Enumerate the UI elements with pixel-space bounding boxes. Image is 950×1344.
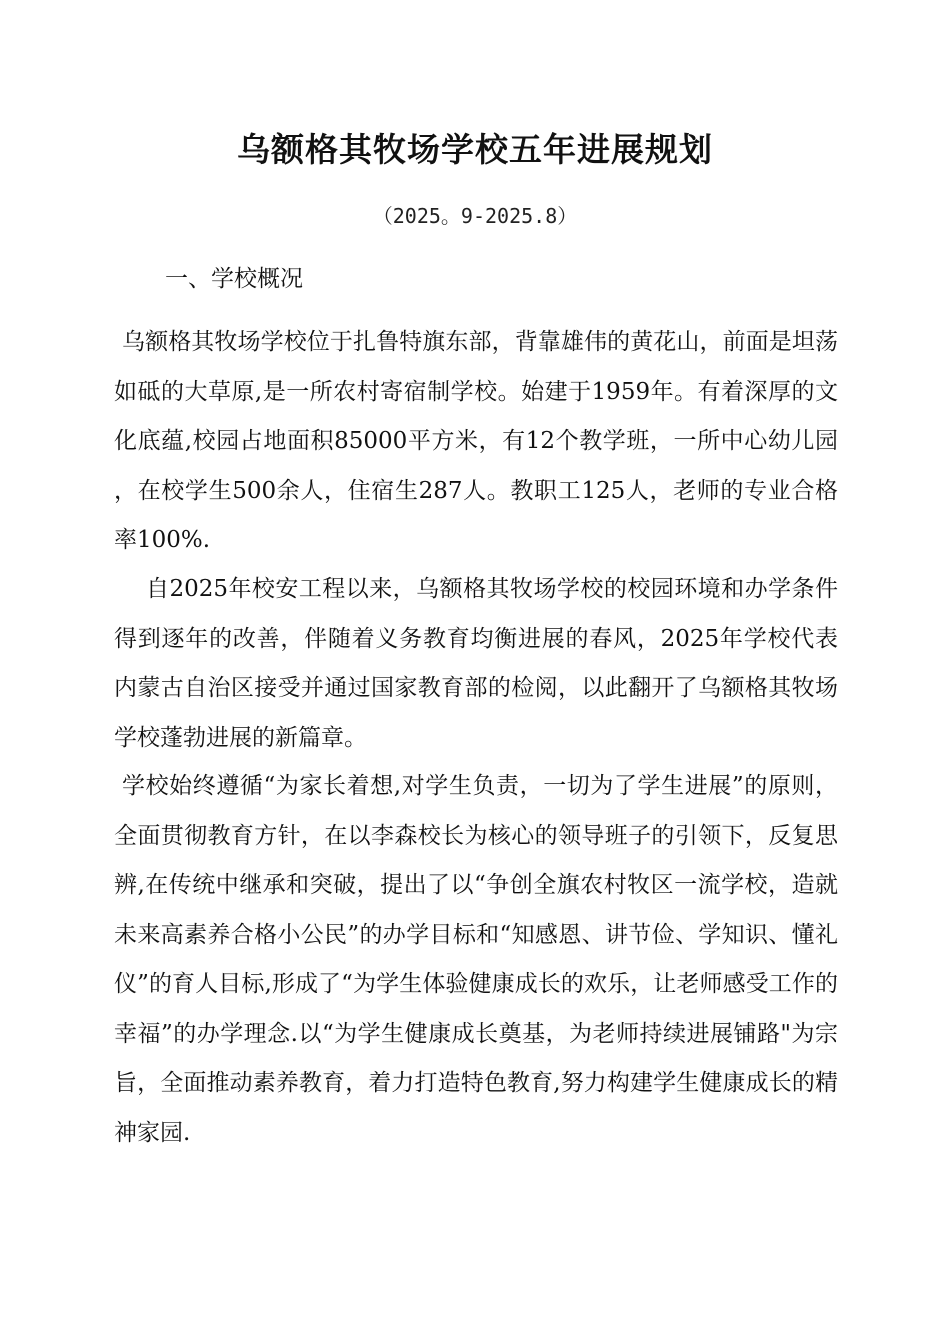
document-title: 乌额格其牧场学校五年进展规划 (237, 130, 713, 169)
paragraph-school-philosophy: 学校始终遵循“为家长着想,对学生负责，一切为了学生进展”的原则，全面贯彻教育方针，在以李森校长为核心的领导班子的引领下，反复思辨,在传统中继承和突破，提出了以“争创全旗农村牧区一流学校，造就未来高素养合格小公民”的办学目标和“知感恩、讲节俭、学知识、懂礼仪”的育人目标,形成了“为学生体验健康成长的欢乐，让老师感受工作的幸福”的办学理念.以“为学生健康成长奠基，为老师持续进展铺路"为宗旨，全面推动素养教育，着力打造特色教育,努力构建学生健康成长的精神家园. (114, 773, 838, 1146)
section-heading: 一、学校概况 (165, 266, 303, 292)
paragraph-school-overview: 乌额格其牧场学校位于扎鲁特旗东部，背靠雄伟的黄花山，前面是坦荡如砥的大草原,是一所农村寄宿制学校。始建于1959年。有着深厚的文化底蕴,校园占地面积85000平方米，有12个教学班，一所中心幼儿园，在校学生500余人，住宿生287人。教职工125人，老师的专业合格率100%. (114, 329, 838, 553)
document-date-range: （2025。9-2025.8） (372, 204, 578, 228)
paragraph-campus-improvement: 自2025年校安工程以来，乌额格其牧场学校的校园环境和办学条件得到逐年的改善，伴随着义务教育均衡进展的春风，2025年学校代表内蒙古自治区接受并通过国家教育部的检阅，以此翻开了乌额格其牧场学校蓬勃进展的新篇章。 (114, 576, 838, 751)
